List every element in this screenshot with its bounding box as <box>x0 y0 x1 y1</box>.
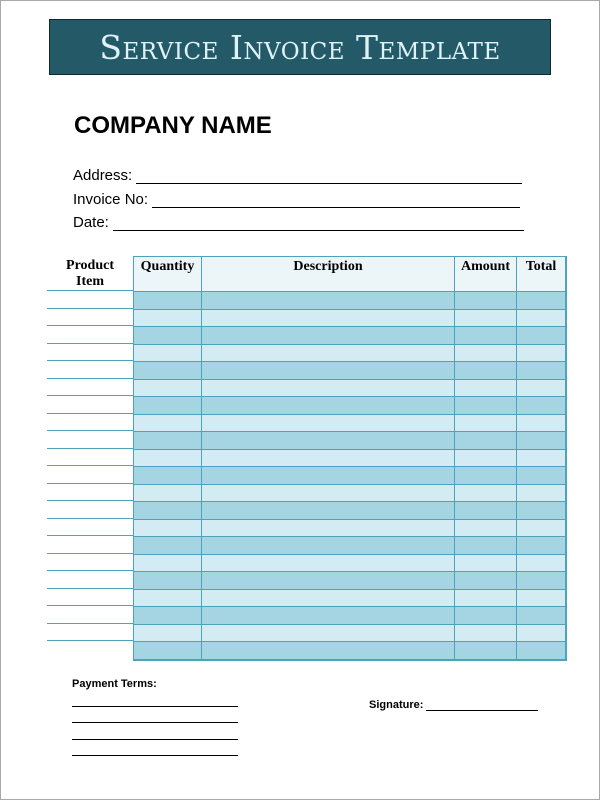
product-item-cell[interactable] <box>47 325 133 343</box>
total-cell[interactable] <box>516 467 565 484</box>
description-cell[interactable] <box>201 432 454 449</box>
column-header-description: Description <box>201 257 454 291</box>
amount-cell[interactable] <box>454 520 516 537</box>
amount-cell[interactable] <box>454 607 516 624</box>
total-cell[interactable] <box>516 607 565 624</box>
quantity-cell[interactable] <box>134 572 201 589</box>
quantity-cell[interactable] <box>134 520 201 537</box>
table-row <box>134 571 565 589</box>
table-row <box>134 379 565 397</box>
quantity-cell[interactable] <box>134 327 201 344</box>
table-row <box>134 361 565 379</box>
total-cell[interactable] <box>516 590 565 607</box>
product-item-cell[interactable] <box>47 343 133 361</box>
table-row <box>134 344 565 362</box>
table-row <box>134 554 565 572</box>
amount-cell[interactable] <box>454 467 516 484</box>
description-cell[interactable] <box>201 415 454 432</box>
product-item-cell[interactable] <box>47 430 133 448</box>
signature-label: Signature: <box>369 699 424 711</box>
description-cell[interactable] <box>201 310 454 327</box>
total-cell[interactable] <box>516 555 565 572</box>
total-cell[interactable] <box>516 572 565 589</box>
quantity-cell[interactable] <box>134 397 201 414</box>
amount-cell[interactable] <box>454 537 516 554</box>
description-cell[interactable] <box>201 572 454 589</box>
signature-input[interactable] <box>426 699 538 711</box>
quantity-cell[interactable] <box>134 310 201 327</box>
quantity-cell[interactable] <box>134 485 201 502</box>
quantity-cell[interactable] <box>134 607 201 624</box>
table-row <box>134 449 565 467</box>
description-cell[interactable] <box>201 625 454 642</box>
column-header-product-item <box>47 258 133 290</box>
payment-terms-line[interactable] <box>72 722 238 723</box>
table-header-row <box>134 257 565 291</box>
payment-terms-label: Payment Terms: <box>72 678 157 690</box>
product-item-cell[interactable] <box>47 378 133 396</box>
amount-cell[interactable] <box>454 642 516 659</box>
amount-cell[interactable] <box>454 625 516 642</box>
amount-cell[interactable] <box>454 292 516 309</box>
total-cell[interactable] <box>516 625 565 642</box>
description-cell[interactable] <box>201 590 454 607</box>
title-banner <box>49 19 551 75</box>
invoice-no-input[interactable] <box>152 193 520 208</box>
product-item-cell[interactable] <box>47 588 133 606</box>
description-cell[interactable] <box>201 555 454 572</box>
payment-terms-line[interactable] <box>72 755 238 756</box>
date-field <box>73 214 524 231</box>
amount-cell[interactable] <box>454 590 516 607</box>
quantity-cell[interactable] <box>134 292 201 309</box>
product-item-cell[interactable] <box>47 290 133 308</box>
description-cell[interactable] <box>201 642 454 659</box>
column-header-quantity: Quantity <box>140 259 195 274</box>
table-row <box>134 414 565 432</box>
quantity-cell[interactable] <box>134 625 201 642</box>
amount-cell[interactable] <box>454 380 516 397</box>
description-cell[interactable] <box>201 327 454 344</box>
product-item-label-line1: Product <box>66 258 114 273</box>
table-row <box>134 589 565 607</box>
amount-cell[interactable] <box>454 397 516 414</box>
date-label: Date: <box>73 214 109 231</box>
amount-cell[interactable] <box>454 310 516 327</box>
total-cell[interactable] <box>516 345 565 362</box>
total-cell[interactable] <box>516 450 565 467</box>
amount-cell[interactable] <box>454 555 516 572</box>
invoice-no-field <box>73 191 520 208</box>
quantity-cell[interactable] <box>134 432 201 449</box>
address-label: Address: <box>73 167 133 184</box>
description-cell[interactable] <box>201 397 454 414</box>
description-cell[interactable] <box>201 362 454 379</box>
table-row <box>134 396 565 414</box>
total-cell[interactable] <box>516 415 565 432</box>
product-item-cell[interactable] <box>47 395 133 413</box>
product-item-column <box>47 290 133 658</box>
description-cell[interactable] <box>201 520 454 537</box>
product-item-cell[interactable] <box>47 623 133 641</box>
total-cell[interactable] <box>516 380 565 397</box>
signature-field <box>369 699 538 711</box>
total-cell[interactable] <box>516 502 565 519</box>
description-cell[interactable] <box>201 607 454 624</box>
table-row <box>134 326 565 344</box>
description-cell[interactable] <box>201 502 454 519</box>
product-item-cell[interactable] <box>47 570 133 588</box>
table-row <box>134 484 565 502</box>
quantity-cell[interactable] <box>134 345 201 362</box>
quantity-cell[interactable] <box>134 642 201 659</box>
quantity-cell[interactable] <box>134 380 201 397</box>
product-item-cell[interactable] <box>47 483 133 501</box>
total-cell[interactable] <box>516 520 565 537</box>
table-row <box>134 519 565 537</box>
quantity-cell[interactable] <box>134 555 201 572</box>
amount-cell[interactable] <box>454 450 516 467</box>
table-row <box>134 501 565 519</box>
quantity-cell[interactable] <box>134 415 201 432</box>
product-item-cell[interactable] <box>47 448 133 466</box>
amount-cell[interactable] <box>454 362 516 379</box>
total-cell[interactable] <box>516 362 565 379</box>
amount-cell[interactable] <box>454 572 516 589</box>
product-item-cell[interactable] <box>47 535 133 553</box>
table-row <box>134 624 565 642</box>
description-cell[interactable] <box>201 380 454 397</box>
page-title: Service Invoice Template <box>99 27 501 67</box>
product-item-cell[interactable] <box>47 308 133 326</box>
description-cell[interactable] <box>201 485 454 502</box>
quantity-cell[interactable] <box>134 590 201 607</box>
product-item-cell[interactable] <box>47 413 133 431</box>
amount-cell[interactable] <box>454 502 516 519</box>
column-header-total: Total <box>516 257 565 291</box>
product-item-cell[interactable] <box>47 518 133 536</box>
product-item-cell[interactable] <box>47 605 133 623</box>
amount-cell[interactable] <box>454 432 516 449</box>
address-input[interactable] <box>136 169 522 184</box>
description-cell[interactable] <box>201 345 454 362</box>
quantity-cell[interactable] <box>134 362 201 379</box>
date-input[interactable] <box>113 216 524 231</box>
description-cell[interactable] <box>201 292 454 309</box>
total-cell[interactable] <box>516 432 565 449</box>
total-cell[interactable] <box>516 642 565 659</box>
description-cell[interactable] <box>201 467 454 484</box>
quantity-cell[interactable] <box>134 450 201 467</box>
invoice-no-label: Invoice No: <box>73 191 149 208</box>
table-row <box>134 641 565 659</box>
address-field <box>73 167 522 184</box>
table-row <box>134 536 565 554</box>
payment-terms-line[interactable] <box>72 706 238 707</box>
product-item-cell[interactable] <box>47 500 133 518</box>
amount-cell[interactable] <box>454 327 516 344</box>
quantity-cell[interactable] <box>134 467 201 484</box>
total-cell[interactable] <box>516 310 565 327</box>
quantity-cell[interactable] <box>134 502 201 519</box>
total-cell[interactable] <box>516 292 565 309</box>
total-cell[interactable] <box>516 537 565 554</box>
total-cell[interactable] <box>516 397 565 414</box>
product-item-label-line2: Item <box>76 274 104 289</box>
product-item-cell[interactable] <box>47 360 133 378</box>
table-row <box>134 466 565 484</box>
table-row <box>134 309 565 327</box>
description-cell[interactable] <box>201 450 454 467</box>
product-item-cell[interactable] <box>47 553 133 571</box>
total-cell[interactable] <box>516 327 565 344</box>
table-row <box>134 291 565 309</box>
amount-cell[interactable] <box>454 415 516 432</box>
quantity-cell[interactable] <box>134 537 201 554</box>
total-cell[interactable] <box>516 485 565 502</box>
amount-cell[interactable] <box>454 485 516 502</box>
company-name[interactable]: COMPANY NAME <box>74 112 272 139</box>
column-header-amount: Amount <box>454 257 516 291</box>
table-row <box>134 606 565 624</box>
product-item-cell[interactable] <box>47 640 133 658</box>
invoice-table <box>133 256 567 661</box>
description-cell[interactable] <box>201 537 454 554</box>
product-item-cell[interactable] <box>47 465 133 483</box>
table-row <box>134 431 565 449</box>
payment-terms-line[interactable] <box>72 739 238 740</box>
amount-cell[interactable] <box>454 345 516 362</box>
